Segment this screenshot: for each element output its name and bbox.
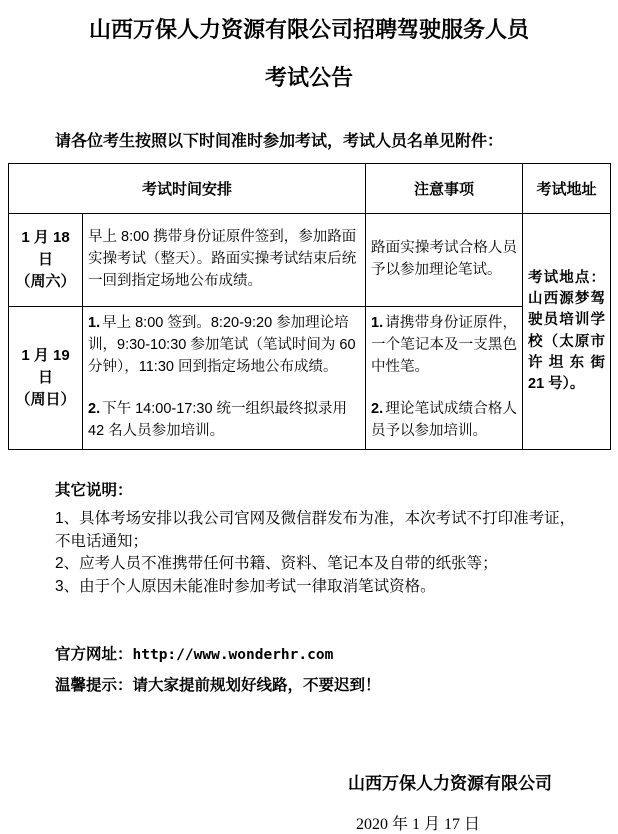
item-number: 1. <box>371 315 384 332</box>
other-notes-section <box>55 480 587 598</box>
date-line1: 1 月 19 日 <box>21 347 70 387</box>
item-text: 下午 14:00-17:30 统一组织最终拟录用 42 名人员参加培训。 <box>88 401 348 440</box>
exam-schedule-table <box>8 163 611 450</box>
schedule-cell-jan19 <box>83 307 366 450</box>
other-note-item-2: 2、应考人员不准携带任何书籍、资料、笔记本及自带的纸张等； <box>55 555 498 573</box>
website-label: 官方网址： <box>55 646 133 664</box>
other-note-item-3: 3、由于个人原因未能准时参加考试一律取消笔试资格。 <box>55 577 436 595</box>
table-row-jan18 <box>9 214 611 307</box>
schedule-item-2 <box>88 399 360 443</box>
item-number: 1. <box>88 315 101 332</box>
table-row-jan19 <box>9 307 611 450</box>
item-text: 早上 8:00 签到。8:20-9:20 参加理论培训，9:30-10:30 参加笔试（笔试时间为 60 分钟），11:30 回到指定场地公布成绩。 <box>88 315 356 375</box>
signature-company-name: 山西万保人力资源有限公司 <box>348 774 552 794</box>
date-cell-jan18 <box>9 214 83 307</box>
other-note-item-1: 1、具体考场安排以我公司官网及微信群发布为准，本次考试不打印准考证，不电话通知； <box>55 510 576 550</box>
notes-cell-jan19 <box>366 307 523 450</box>
header-location: 考试地址 <box>523 164 611 214</box>
schedule-item-1 <box>88 313 360 378</box>
official-website-line <box>55 642 610 664</box>
location-cell: 考试地点：山西源梦驾驶员培训学校（太原市许坦东街 21 号）。 <box>523 214 611 450</box>
signature-date: 2020 年 1 月 17 日 <box>355 816 480 834</box>
header-notes: 注意事项 <box>366 164 523 214</box>
other-notes-heading: 其它说明： <box>55 482 133 499</box>
date-line2: （周日） <box>15 390 76 408</box>
item-number: 2. <box>371 401 384 418</box>
footer-info-section <box>55 642 610 695</box>
document-title-line2: 考试公告 <box>264 64 353 90</box>
date-line1: 1 月 18 日 <box>21 229 70 269</box>
reminder-line <box>55 673 610 695</box>
signature-block <box>8 769 552 834</box>
date-cell-jan19 <box>9 307 83 450</box>
schedule-cell-jan18: 早上 8:00 携带身份证原件签到，参加路面实操考试（整天）。路面实操考试结束后统一回到指定场地公布成绩。 <box>83 214 366 307</box>
notes-item-2 <box>371 399 517 443</box>
reminder-text: 请大家提前规划好线路，不要迟到！ <box>132 677 381 695</box>
date-line2: （周六） <box>15 272 76 290</box>
notes-cell-jan18: 路面实操考试合格人员予以参加理论笔试。 <box>366 214 523 307</box>
header-exam-schedule: 考试时间安排 <box>9 164 366 214</box>
item-number: 2. <box>88 401 101 418</box>
notes-item-1 <box>371 313 517 378</box>
item-text: 理论笔试成绩合格人员予以参加培训。 <box>371 401 518 440</box>
table-header-row <box>9 164 611 214</box>
reminder-label: 温馨提示： <box>55 677 133 695</box>
website-url: http://www.wonderhr.com <box>132 647 334 664</box>
item-text: 请携带身份证原件，一个笔记本及一支黑色中性笔。 <box>371 315 518 375</box>
document-title-line1: 山西万保人力资源有限公司招聘驾驶服务人员 <box>88 17 529 42</box>
intro-text: 请各位考生按照以下时间准时参加考试，考试人员名单见附件： <box>55 133 504 150</box>
